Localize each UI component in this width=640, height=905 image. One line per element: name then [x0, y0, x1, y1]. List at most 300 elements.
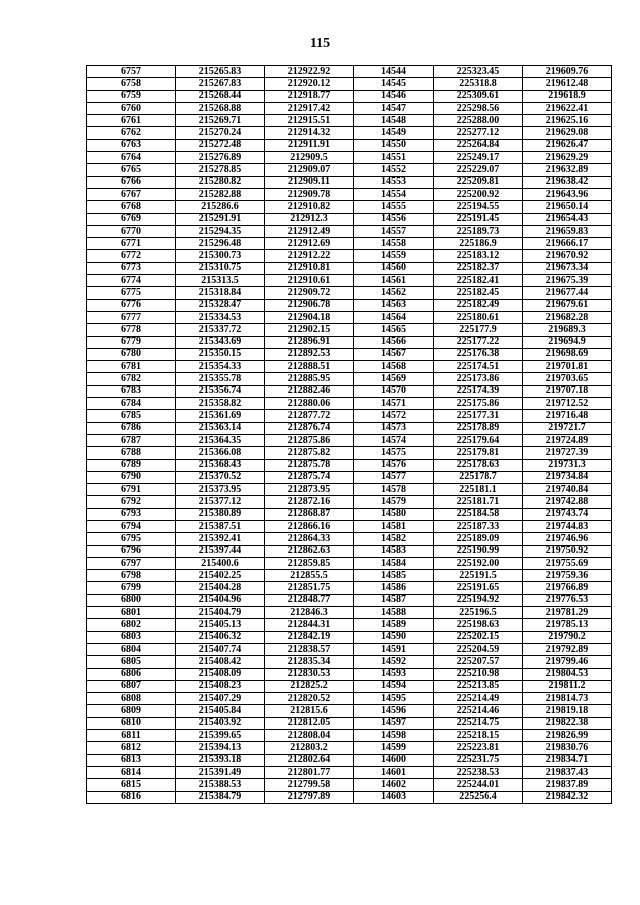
cell-x-right: 225204.59	[434, 643, 523, 655]
cell-y-right: 219609.76	[523, 66, 612, 78]
cell-y-right: 219659.83	[523, 225, 612, 237]
cell-y-left: 212914.32	[265, 127, 354, 139]
cell-x-right: 225214.49	[434, 693, 523, 705]
cell-x-left: 215373.95	[176, 484, 265, 496]
cell-x-left: 215366.08	[176, 447, 265, 459]
cell-x-left: 215278.85	[176, 164, 265, 176]
table-row	[87, 520, 612, 532]
table-row	[87, 324, 612, 336]
cell-point-number-right: 14575	[354, 447, 434, 459]
cell-y-left: 212842.19	[265, 631, 354, 643]
cell-point-number-left: 6789	[87, 459, 176, 471]
table-row	[87, 152, 612, 164]
cell-y-right: 219826.99	[523, 730, 612, 742]
table-row	[87, 447, 612, 459]
cell-point-number-left: 6786	[87, 422, 176, 434]
cell-point-number-right: 14570	[354, 385, 434, 397]
cell-point-number-left: 6791	[87, 484, 176, 496]
cell-point-number-left: 6795	[87, 533, 176, 545]
cell-x-left: 215380.89	[176, 508, 265, 520]
cell-x-left: 215291.91	[176, 213, 265, 225]
cell-point-number-left: 6784	[87, 398, 176, 410]
cell-point-number-right: 14586	[354, 582, 434, 594]
cell-y-right: 219682.28	[523, 311, 612, 323]
cell-point-number-left: 6787	[87, 434, 176, 446]
table-row	[87, 668, 612, 680]
cell-y-right: 219650.14	[523, 201, 612, 213]
cell-x-right: 225194.55	[434, 201, 523, 213]
cell-y-right: 219837.43	[523, 766, 612, 778]
table-row	[87, 78, 612, 90]
cell-x-left: 215310.75	[176, 262, 265, 274]
cell-y-right: 219746.96	[523, 533, 612, 545]
cell-y-left: 212912.3	[265, 213, 354, 225]
cell-point-number-left: 6761	[87, 115, 176, 127]
cell-x-left: 215364.35	[176, 434, 265, 446]
table-row	[87, 238, 612, 250]
cell-point-number-left: 6801	[87, 607, 176, 619]
cell-y-left: 212815.6	[265, 705, 354, 717]
cell-y-right: 219804.53	[523, 668, 612, 680]
cell-y-right: 219799.46	[523, 656, 612, 668]
cell-x-right: 225256.4	[434, 791, 523, 803]
cell-x-left: 215269.71	[176, 115, 265, 127]
cell-y-right: 219740.84	[523, 484, 612, 496]
cell-y-right: 219694.9	[523, 336, 612, 348]
cell-x-right: 225173.86	[434, 373, 523, 385]
cell-y-left: 212859.85	[265, 557, 354, 569]
cell-x-right: 225178.63	[434, 459, 523, 471]
cell-x-left: 215399.65	[176, 730, 265, 742]
cell-point-number-right: 14598	[354, 730, 434, 742]
cell-y-right: 219703.65	[523, 373, 612, 385]
cell-point-number-right: 14568	[354, 361, 434, 373]
cell-x-left: 215300.73	[176, 250, 265, 262]
cell-point-number-left: 6777	[87, 311, 176, 323]
cell-x-left: 215404.96	[176, 594, 265, 606]
cell-y-right: 219716.48	[523, 410, 612, 422]
cell-x-right: 225183.12	[434, 250, 523, 262]
table-row	[87, 373, 612, 385]
cell-x-left: 215268.44	[176, 90, 265, 102]
cell-x-left: 215267.83	[176, 78, 265, 90]
cell-x-left: 215402.25	[176, 570, 265, 582]
cell-y-right: 219654.43	[523, 213, 612, 225]
table-row	[87, 201, 612, 213]
table-row	[87, 361, 612, 373]
cell-x-left: 215280.82	[176, 176, 265, 188]
cell-point-number-left: 6810	[87, 717, 176, 729]
cell-x-right: 225298.56	[434, 102, 523, 114]
cell-point-number-right: 14579	[354, 496, 434, 508]
cell-x-left: 215408.09	[176, 668, 265, 680]
cell-point-number-left: 6763	[87, 139, 176, 151]
cell-x-left: 215355.78	[176, 373, 265, 385]
cell-y-left: 212799.58	[265, 779, 354, 791]
cell-point-number-right: 14560	[354, 262, 434, 274]
cell-point-number-left: 6812	[87, 742, 176, 754]
cell-y-left: 212875.82	[265, 447, 354, 459]
cell-x-left: 215350.15	[176, 348, 265, 360]
cell-x-right: 225177.22	[434, 336, 523, 348]
cell-point-number-right: 14572	[354, 410, 434, 422]
cell-point-number-right: 14562	[354, 287, 434, 299]
cell-point-number-left: 6788	[87, 447, 176, 459]
cell-point-number-right: 14573	[354, 422, 434, 434]
cell-y-right: 219612.48	[523, 78, 612, 90]
table-row	[87, 693, 612, 705]
cell-point-number-right: 14588	[354, 607, 434, 619]
cell-y-right: 219744.83	[523, 520, 612, 532]
table-row	[87, 791, 612, 803]
cell-y-left: 212876.74	[265, 422, 354, 434]
cell-x-right: 225194.92	[434, 594, 523, 606]
cell-y-left: 212912.69	[265, 238, 354, 250]
cell-point-number-left: 6775	[87, 287, 176, 299]
cell-x-right: 225249.17	[434, 152, 523, 164]
table-row	[87, 619, 612, 631]
table-row	[87, 348, 612, 360]
cell-point-number-right: 14566	[354, 336, 434, 348]
cell-y-right: 219707.18	[523, 385, 612, 397]
cell-x-right: 225264.84	[434, 139, 523, 151]
cell-x-right: 225191.5	[434, 570, 523, 582]
cell-x-left: 215405.84	[176, 705, 265, 717]
cell-x-right: 225191.45	[434, 213, 523, 225]
cell-x-right: 225231.75	[434, 754, 523, 766]
cell-point-number-left: 6776	[87, 299, 176, 311]
cell-y-left: 212803.2	[265, 742, 354, 754]
cell-point-number-right: 14578	[354, 484, 434, 496]
cell-x-right: 225238.53	[434, 766, 523, 778]
cell-point-number-right: 14567	[354, 348, 434, 360]
cell-y-right: 219625.16	[523, 115, 612, 127]
cell-x-right: 225175.86	[434, 398, 523, 410]
cell-point-number-right: 14591	[354, 643, 434, 655]
cell-x-right: 225174.51	[434, 361, 523, 373]
cell-point-number-right: 14561	[354, 275, 434, 287]
cell-y-left: 212864.33	[265, 533, 354, 545]
cell-x-right: 225177.31	[434, 410, 523, 422]
cell-point-number-left: 6805	[87, 656, 176, 668]
cell-x-left: 215343.69	[176, 336, 265, 348]
cell-point-number-right: 14556	[354, 213, 434, 225]
cell-x-right: 225323.45	[434, 66, 523, 78]
cell-point-number-left: 6769	[87, 213, 176, 225]
cell-y-left: 212920.12	[265, 78, 354, 90]
cell-x-right: 225210.98	[434, 668, 523, 680]
table-row	[87, 680, 612, 692]
cell-y-right: 219724.89	[523, 434, 612, 446]
cell-y-left: 212909.5	[265, 152, 354, 164]
cell-point-number-left: 6816	[87, 791, 176, 803]
cell-x-left: 215377.12	[176, 496, 265, 508]
cell-point-number-right: 14553	[354, 176, 434, 188]
cell-point-number-right: 14593	[354, 668, 434, 680]
table-row	[87, 262, 612, 274]
cell-point-number-left: 6802	[87, 619, 176, 631]
cell-point-number-left: 6800	[87, 594, 176, 606]
cell-point-number-right: 14546	[354, 90, 434, 102]
cell-x-left: 215313.5	[176, 275, 265, 287]
cell-x-left: 215363.14	[176, 422, 265, 434]
cell-point-number-left: 6758	[87, 78, 176, 90]
table-row	[87, 779, 612, 791]
cell-x-left: 215408.23	[176, 680, 265, 692]
table-row	[87, 742, 612, 754]
cell-x-right: 225182.41	[434, 275, 523, 287]
cell-y-right: 219837.89	[523, 779, 612, 791]
cell-point-number-right: 14563	[354, 299, 434, 311]
cell-y-left: 212846.3	[265, 607, 354, 619]
table-row	[87, 705, 612, 717]
cell-x-left: 215404.79	[176, 607, 265, 619]
table-row	[87, 225, 612, 237]
cell-x-right: 225181.71	[434, 496, 523, 508]
cell-y-right: 219819.18	[523, 705, 612, 717]
cell-point-number-left: 6785	[87, 410, 176, 422]
cell-point-number-left: 6792	[87, 496, 176, 508]
cell-x-right: 225178.7	[434, 471, 523, 483]
cell-x-right: 225288.00	[434, 115, 523, 127]
cell-y-left: 212844.31	[265, 619, 354, 631]
cell-x-right: 225207.57	[434, 656, 523, 668]
cell-x-right: 225174.39	[434, 385, 523, 397]
cell-y-left: 212912.22	[265, 250, 354, 262]
cell-y-left: 212880.06	[265, 398, 354, 410]
cell-y-right: 219638.42	[523, 176, 612, 188]
cell-y-right: 219618.9	[523, 90, 612, 102]
cell-x-left: 215388.53	[176, 779, 265, 791]
cell-x-right: 225200.92	[434, 188, 523, 200]
cell-x-right: 225184.58	[434, 508, 523, 520]
cell-y-left: 212825.2	[265, 680, 354, 692]
cell-point-number-left: 6793	[87, 508, 176, 520]
cell-y-left: 212830.53	[265, 668, 354, 680]
cell-y-right: 219675.39	[523, 275, 612, 287]
cell-x-right: 225196.5	[434, 607, 523, 619]
cell-y-right: 219731.3	[523, 459, 612, 471]
table-row	[87, 508, 612, 520]
cell-y-left: 212875.86	[265, 434, 354, 446]
cell-y-right: 219689.3	[523, 324, 612, 336]
cell-point-number-left: 6815	[87, 779, 176, 791]
table-row	[87, 213, 612, 225]
cell-x-left: 215318.84	[176, 287, 265, 299]
cell-point-number-right: 14544	[354, 66, 434, 78]
cell-y-right: 219734.84	[523, 471, 612, 483]
cell-point-number-right: 14548	[354, 115, 434, 127]
cell-point-number-right: 14602	[354, 779, 434, 791]
cell-point-number-right: 14595	[354, 693, 434, 705]
table-row	[87, 496, 612, 508]
cell-point-number-right: 14585	[354, 570, 434, 582]
cell-point-number-left: 6768	[87, 201, 176, 213]
page-number: 115	[309, 36, 331, 51]
cell-point-number-left: 6807	[87, 680, 176, 692]
cell-y-right: 219766.89	[523, 582, 612, 594]
cell-x-left: 215406.32	[176, 631, 265, 643]
cell-x-left: 215405.13	[176, 619, 265, 631]
cell-point-number-left: 6779	[87, 336, 176, 348]
cell-point-number-right: 14592	[354, 656, 434, 668]
table-row	[87, 336, 612, 348]
cell-point-number-right: 14558	[354, 238, 434, 250]
table-row	[87, 139, 612, 151]
cell-y-right: 219643.96	[523, 188, 612, 200]
cell-y-left: 212909.78	[265, 188, 354, 200]
cell-point-number-left: 6773	[87, 262, 176, 274]
cell-x-left: 215276.89	[176, 152, 265, 164]
cell-y-left: 212802.64	[265, 754, 354, 766]
cell-y-right: 219629.29	[523, 152, 612, 164]
cell-y-left: 212904.18	[265, 311, 354, 323]
cell-x-right: 225177.9	[434, 324, 523, 336]
cell-point-number-right: 14583	[354, 545, 434, 557]
cell-point-number-left: 6798	[87, 570, 176, 582]
cell-x-left: 215270.24	[176, 127, 265, 139]
cell-point-number-left: 6772	[87, 250, 176, 262]
cell-y-right: 219721.7	[523, 422, 612, 434]
cell-point-number-left: 6809	[87, 705, 176, 717]
cell-point-number-left: 6767	[87, 188, 176, 200]
table-row	[87, 66, 612, 78]
cell-point-number-right: 14581	[354, 520, 434, 532]
cell-point-number-right: 14603	[354, 791, 434, 803]
cell-y-left: 212911.91	[265, 139, 354, 151]
cell-x-left: 215403.92	[176, 717, 265, 729]
cell-y-left: 212915.51	[265, 115, 354, 127]
cell-x-right: 225277.12	[434, 127, 523, 139]
cell-x-right: 225309.61	[434, 90, 523, 102]
cell-y-right: 219750.92	[523, 545, 612, 557]
cell-x-right: 225223.81	[434, 742, 523, 754]
cell-y-right: 219622.41	[523, 102, 612, 114]
cell-point-number-right: 14559	[354, 250, 434, 262]
cell-y-left: 212918.77	[265, 90, 354, 102]
cell-x-right: 225179.81	[434, 447, 523, 459]
cell-point-number-left: 6804	[87, 643, 176, 655]
cell-y-right: 219679.61	[523, 299, 612, 311]
cell-y-right: 219785.13	[523, 619, 612, 631]
cell-point-number-left: 6762	[87, 127, 176, 139]
cell-y-left: 212910.81	[265, 262, 354, 274]
table-row	[87, 484, 612, 496]
cell-point-number-right: 14580	[354, 508, 434, 520]
cell-point-number-right: 14597	[354, 717, 434, 729]
cell-x-left: 215393.18	[176, 754, 265, 766]
cell-y-right: 219759.36	[523, 570, 612, 582]
cell-point-number-right: 14550	[354, 139, 434, 151]
cell-y-right: 219811.2	[523, 680, 612, 692]
cell-x-left: 215282.88	[176, 188, 265, 200]
cell-x-left: 215370.52	[176, 471, 265, 483]
cell-x-left: 215328.47	[176, 299, 265, 311]
cell-point-number-right: 14571	[354, 398, 434, 410]
cell-point-number-left: 6794	[87, 520, 176, 532]
table-row	[87, 188, 612, 200]
cell-y-right: 219842.32	[523, 791, 612, 803]
cell-y-left: 212848.77	[265, 594, 354, 606]
table-row	[87, 643, 612, 655]
table-row	[87, 570, 612, 582]
cell-x-left: 215294.35	[176, 225, 265, 237]
cell-point-number-right: 14555	[354, 201, 434, 213]
cell-point-number-right: 14601	[354, 766, 434, 778]
cell-x-right: 225218.15	[434, 730, 523, 742]
cell-x-left: 215404.28	[176, 582, 265, 594]
cell-point-number-left: 6780	[87, 348, 176, 360]
cell-y-left: 212835.34	[265, 656, 354, 668]
cell-x-left: 215354.33	[176, 361, 265, 373]
table-row	[87, 533, 612, 545]
cell-y-right: 219830.76	[523, 742, 612, 754]
cell-point-number-right: 14596	[354, 705, 434, 717]
cell-point-number-right: 14574	[354, 434, 434, 446]
cell-y-left: 212896.91	[265, 336, 354, 348]
cell-point-number-left: 6774	[87, 275, 176, 287]
cell-y-left: 212808.04	[265, 730, 354, 742]
coordinates-table	[86, 65, 612, 804]
cell-x-right: 225214.75	[434, 717, 523, 729]
cell-y-right: 219632.89	[523, 164, 612, 176]
cell-x-left: 215268.88	[176, 102, 265, 114]
cell-x-left: 215391.49	[176, 766, 265, 778]
cell-point-number-left: 6771	[87, 238, 176, 250]
cell-y-left: 212801.77	[265, 766, 354, 778]
cell-y-left: 212855.5	[265, 570, 354, 582]
cell-point-number-right: 14599	[354, 742, 434, 754]
table-row	[87, 422, 612, 434]
cell-x-right: 225198.63	[434, 619, 523, 631]
cell-x-left: 215407.29	[176, 693, 265, 705]
cell-y-left: 212797.89	[265, 791, 354, 803]
cell-y-right: 219698.69	[523, 348, 612, 360]
cell-y-left: 212912.49	[265, 225, 354, 237]
table-row	[87, 90, 612, 102]
cell-x-right: 225209.81	[434, 176, 523, 188]
cell-point-number-left: 6811	[87, 730, 176, 742]
table-row	[87, 164, 612, 176]
cell-y-right: 219781.29	[523, 607, 612, 619]
cell-y-right: 219834.71	[523, 754, 612, 766]
cell-point-number-right: 14600	[354, 754, 434, 766]
table-row	[87, 250, 612, 262]
cell-point-number-right: 14549	[354, 127, 434, 139]
cell-x-right: 225186.9	[434, 238, 523, 250]
cell-y-right: 219677.44	[523, 287, 612, 299]
cell-x-right: 225190.99	[434, 545, 523, 557]
cell-point-number-left: 6782	[87, 373, 176, 385]
table-row	[87, 299, 612, 311]
cell-x-right: 225176.38	[434, 348, 523, 360]
table-row	[87, 582, 612, 594]
cell-y-left: 212902.15	[265, 324, 354, 336]
cell-x-left: 215358.82	[176, 398, 265, 410]
cell-y-left: 212875.78	[265, 459, 354, 471]
cell-point-number-right: 14554	[354, 188, 434, 200]
cell-point-number-right: 14552	[354, 164, 434, 176]
cell-point-number-right: 14576	[354, 459, 434, 471]
cell-x-left: 215272.48	[176, 139, 265, 151]
cell-x-right: 225189.73	[434, 225, 523, 237]
cell-point-number-left: 6760	[87, 102, 176, 114]
cell-point-number-right: 14594	[354, 680, 434, 692]
cell-y-left: 212910.82	[265, 201, 354, 213]
table-row	[87, 311, 612, 323]
table-row	[87, 607, 612, 619]
cell-x-right: 225182.37	[434, 262, 523, 274]
